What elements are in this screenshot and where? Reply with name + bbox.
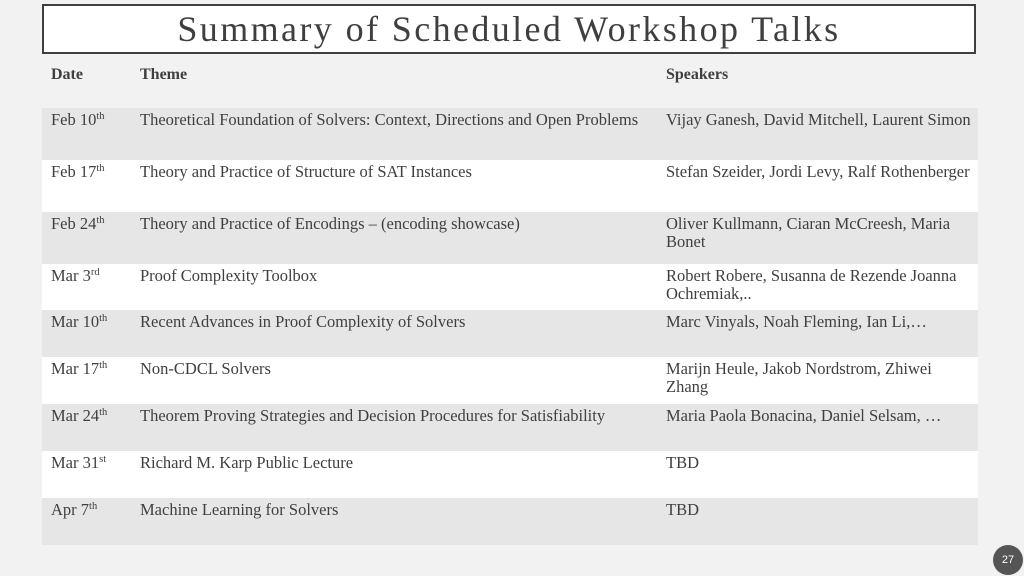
date-cell — [42, 313, 131, 357]
date-suffix: th — [96, 163, 105, 174]
speakers-cell: Marc Vinyals, Noah Fleming, Ian Li,… — [666, 312, 927, 331]
slide-title: Summary of Scheduled Workshop Talks — [177, 9, 841, 49]
date-text: Mar 3 — [51, 266, 91, 285]
schedule-table — [42, 56, 978, 545]
date-suffix: th — [99, 360, 108, 371]
date-suffix: th — [96, 215, 105, 226]
speakers-cell: Maria Paola Bonacina, Daniel Selsam, … — [666, 406, 942, 425]
date-cell — [42, 407, 131, 451]
page-number-badge — [993, 545, 1023, 575]
theme-cell: Theoretical Foundation of Solvers: Context, Directions and Open Problems — [140, 110, 639, 129]
date-text: Feb 17 — [51, 162, 97, 181]
table-row — [42, 357, 978, 404]
date-cell — [42, 111, 131, 160]
table-row — [42, 451, 978, 498]
date-cell — [42, 454, 131, 498]
speakers-cell: TBD — [666, 453, 699, 472]
date-cell — [42, 360, 131, 404]
table-row — [42, 264, 978, 310]
header-theme: Theme — [140, 66, 188, 83]
theme-cell: Theorem Proving Strategies and Decision Procedures for Satisfiability — [140, 406, 606, 425]
date-suffix: th — [99, 313, 108, 324]
speakers-cell: Vijay Ganesh, David Mitchell, Laurent Simon — [666, 110, 971, 129]
page-number: 27 — [1001, 554, 1015, 566]
date-text: Feb 24 — [51, 214, 97, 233]
date-text: Mar 17 — [51, 359, 100, 378]
table-row — [42, 108, 978, 160]
table-row — [42, 310, 978, 357]
date-text: Mar 24 — [51, 406, 100, 425]
table-header — [42, 56, 978, 108]
theme-cell: Non-CDCL Solvers — [140, 359, 271, 378]
date-cell — [42, 163, 131, 212]
date-cell — [42, 501, 131, 545]
table-row — [42, 404, 978, 451]
date-cell — [42, 267, 131, 310]
date-text: Mar 10 — [51, 312, 100, 331]
speakers-cell: Robert Robere, Susanna de Rezende Joanna Ochremiak,.. — [666, 266, 957, 303]
speakers-cell: Marijn Heule, Jakob Nordstrom, Zhiwei Zhang — [666, 359, 932, 396]
title-box — [42, 4, 976, 54]
date-text: Apr 7 — [51, 500, 90, 519]
table-row — [42, 212, 978, 264]
date-cell — [42, 215, 131, 264]
theme-cell: Machine Learning for Solvers — [140, 500, 339, 519]
speakers-cell: Oliver Kullmann, Ciaran McCreesh, Maria Bonet — [666, 214, 951, 251]
table-row — [42, 498, 978, 545]
theme-cell: Recent Advances in Proof Complexity of Solvers — [140, 312, 466, 331]
date-suffix: th — [99, 407, 108, 418]
theme-cell: Richard M. Karp Public Lecture — [140, 453, 354, 472]
date-text: Feb 10 — [51, 110, 97, 129]
speakers-cell: TBD — [666, 500, 699, 519]
date-text: Mar 31 — [51, 453, 100, 472]
date-suffix: rd — [90, 267, 100, 278]
date-suffix: th — [96, 111, 105, 122]
theme-cell: Proof Complexity Toolbox — [140, 266, 318, 285]
speakers-cell: Stefan Szeider, Jordi Levy, Ralf Rothenberger — [666, 162, 970, 181]
table-row — [42, 160, 978, 212]
theme-cell: Theory and Practice of Structure of SAT Instances — [140, 162, 472, 181]
header-speakers: Speakers — [666, 66, 729, 83]
header-date: Date — [51, 66, 83, 83]
date-suffix: st — [99, 454, 107, 465]
date-suffix: th — [89, 501, 98, 512]
theme-cell: Theory and Practice of Encodings – (encoding showcase) — [140, 214, 520, 233]
